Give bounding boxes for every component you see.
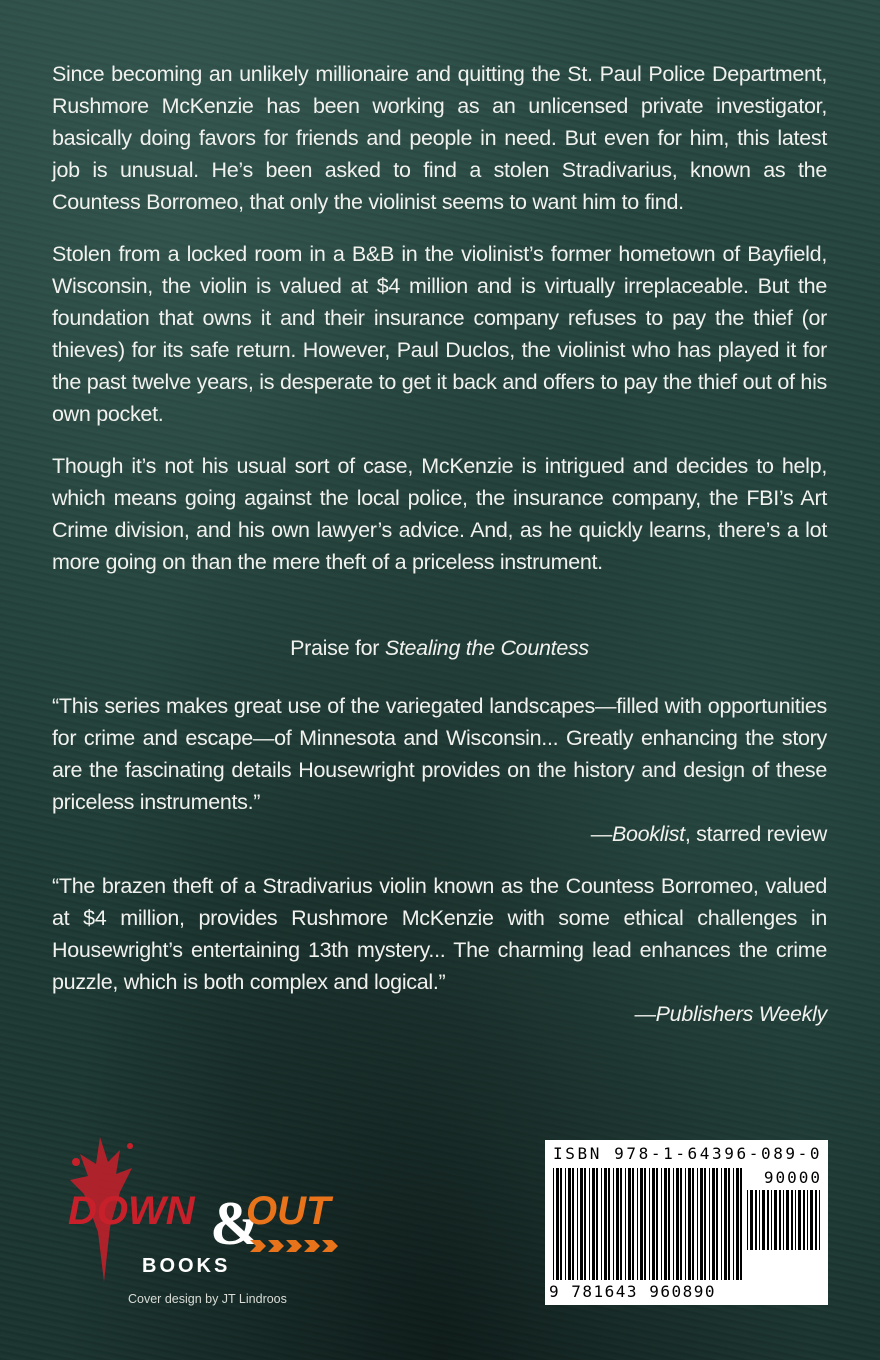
barcode-bar	[640, 1168, 643, 1280]
isbn-number: ISBN 978-1-64396-089-0	[553, 1144, 823, 1163]
addon-bar	[759, 1190, 760, 1250]
publisher-logo-graphic	[60, 1132, 360, 1292]
barcode-bar	[656, 1168, 658, 1280]
barcode-bar	[604, 1168, 607, 1280]
barcode-bar	[704, 1168, 706, 1280]
synopsis-paragraph-3: Though it’s not his usual sort of case, McKenzie is intrigued and decides to help, which means going against the local police, the insurance company, the FBI’s Art Crime division, and his own lawyer’s advice. And, as he quickly learns, there’s a lot more going on than the mere theft of a priceless instrument.	[52, 454, 827, 574]
addon-bar	[810, 1190, 813, 1250]
barcode-bar	[616, 1168, 619, 1280]
barcode-bar	[716, 1168, 718, 1280]
logo-word-books: BOOKS	[142, 1255, 231, 1277]
barcode-bar	[709, 1168, 710, 1280]
barcode-bar	[685, 1168, 686, 1280]
price-code: 90000	[763, 1168, 822, 1187]
barcode-bar	[652, 1168, 655, 1280]
barcode-bar	[664, 1168, 667, 1280]
barcode-bar	[584, 1168, 586, 1280]
addon-bar	[803, 1190, 805, 1250]
addon-bar	[819, 1190, 820, 1250]
barcode-bar	[668, 1168, 670, 1280]
barcode-bar	[560, 1168, 562, 1280]
barcode-bar	[620, 1168, 622, 1280]
isbn-barcode	[545, 1140, 828, 1305]
synopsis-paragraph-1: Since becoming an unlikely millionaire and quitting the St. Paul Police Department, Rushmore McKenzie has been working as an unlicensed private investigator, basically doing favors for friends and people in need. But even for him, this latest job is unusual. He’s been asked to find a stolen Stradivarius, known as the Countess Borromeo, that only the violinist seems to want him to find.	[52, 62, 827, 214]
addon-bar	[767, 1190, 769, 1250]
barcode-bar	[613, 1168, 614, 1280]
addon-bar	[795, 1190, 796, 1250]
barcode-bar	[728, 1168, 730, 1280]
praise-prefix: Praise for	[290, 636, 385, 660]
addon-bar	[779, 1190, 781, 1250]
barcode-bar	[553, 1168, 554, 1280]
barcode-bar	[688, 1168, 691, 1280]
barcode-bar	[680, 1168, 682, 1280]
barcode-bar	[692, 1168, 694, 1280]
barcode-bar	[592, 1168, 595, 1280]
addon-bar	[750, 1190, 753, 1250]
logo-word-out: OUT	[246, 1189, 331, 1233]
barcode-bar	[596, 1168, 598, 1280]
review-attribution-1	[52, 818, 827, 850]
barcode-bar	[589, 1168, 590, 1280]
barcode-digits: 9 781643 960890	[549, 1282, 716, 1301]
review-attribution-2	[52, 998, 827, 1030]
barcode-bar	[625, 1168, 626, 1280]
barcode-bar	[632, 1168, 634, 1280]
addon-bar	[783, 1190, 784, 1250]
addon-bar	[815, 1190, 817, 1250]
barcode-bar	[697, 1168, 698, 1280]
barcode-bar	[661, 1168, 662, 1280]
barcode-bar	[733, 1168, 734, 1280]
logo-ampersand: &	[210, 1190, 262, 1258]
barcode-bar	[700, 1168, 703, 1280]
addon-bar	[771, 1190, 772, 1250]
attribution-source: Booklist	[611, 822, 685, 846]
barcode-bar	[736, 1168, 739, 1280]
addon-bar	[786, 1190, 789, 1250]
review-quote-2: “The brazen theft of a Stradivarius violin known as the Countess Borromeo, valued at $4 million, provides Rushmore McKenzie with some ethical challenges in Housewright’s entertaining 13th mystery... The charming lead enhances the crime puzzle, which is both complex and logical.”	[52, 874, 827, 994]
barcode-bar	[608, 1168, 610, 1280]
barcode-bar	[628, 1168, 631, 1280]
barcode-bar	[565, 1168, 566, 1280]
addon-bar	[762, 1190, 765, 1250]
barcode-bar	[556, 1168, 559, 1280]
barcode-bar	[740, 1168, 742, 1280]
barcode-bar	[673, 1168, 674, 1280]
barcode-bar	[644, 1168, 646, 1280]
praise-book-title: Stealing the Countess	[384, 636, 589, 660]
barcode-bar	[568, 1168, 571, 1280]
barcode-bar	[572, 1168, 574, 1280]
barcode-bar	[580, 1168, 583, 1280]
barcode-bar	[712, 1168, 715, 1280]
barcode-bar	[637, 1168, 638, 1280]
logo-word-down: DOWN	[68, 1189, 195, 1233]
barcode-bar	[721, 1168, 722, 1280]
attribution-dash: —	[634, 1002, 656, 1026]
addon-bar	[774, 1190, 777, 1250]
back-cover-text	[52, 58, 827, 1050]
barcode-bar	[601, 1168, 602, 1280]
publisher-logo	[60, 1132, 360, 1292]
attribution-suffix: , starred review	[684, 822, 827, 846]
attribution-dash: —	[590, 822, 612, 846]
cover-design-credit: Cover design by JT Lindroos	[128, 1292, 287, 1306]
addon-bar	[755, 1190, 757, 1250]
addon-bar	[798, 1190, 801, 1250]
addon-bar	[791, 1190, 793, 1250]
barcode-bar	[724, 1168, 727, 1280]
synopsis-paragraph-2: Stolen from a locked room in a B&B in the violinist’s former hometown of Bayfield, Wisconsin, the violin is valued at $4 million and is virtually irreplaceable. But the foundation that owns it and their insurance company refuses to pay the thief (or thieves) for its safe return. However, Paul Duclos, the violinist who has played it for the past twelve years, is desperate to get it back and offers to pay the thief out of his own pocket.	[52, 242, 827, 426]
addon-bar	[747, 1190, 748, 1250]
barcode-bar	[676, 1168, 679, 1280]
review-quote-1: “This series makes great use of the variegated landscapes—filled with opportunities for crime and escape—of Minnesota and Wisconsin... Greatly enhancing the story are the fascinating details Housewright provides on the history and design of these priceless instruments.”	[52, 694, 827, 814]
addon-barcode-bars	[747, 1190, 822, 1250]
attribution-source: Publishers Weekly	[655, 1002, 827, 1026]
addon-bar	[807, 1190, 808, 1250]
praise-heading	[52, 632, 827, 664]
barcode-bar	[649, 1168, 650, 1280]
barcode-bars	[553, 1168, 743, 1280]
barcode-bar	[577, 1168, 578, 1280]
